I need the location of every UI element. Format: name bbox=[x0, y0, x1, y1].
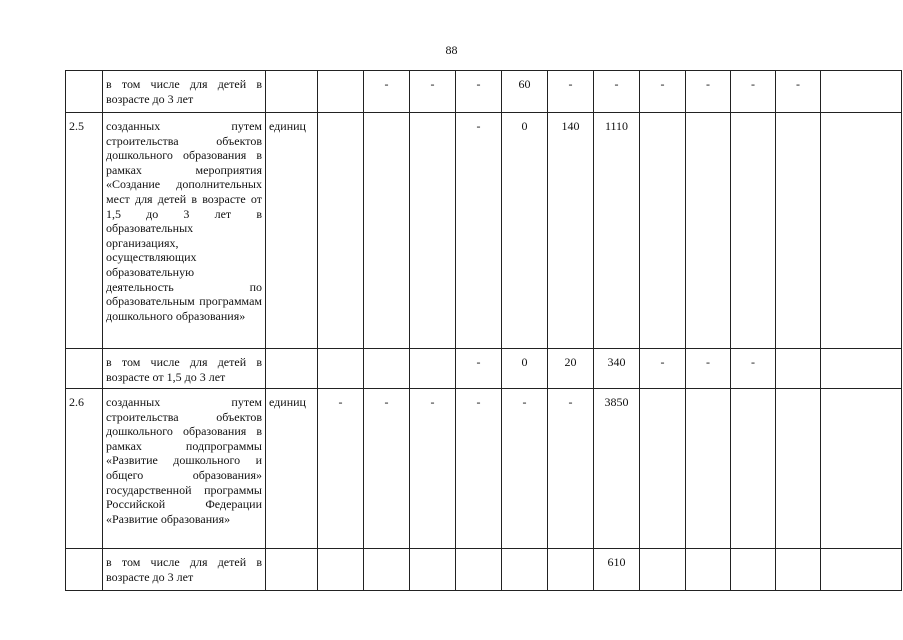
value-cell: 0 bbox=[502, 113, 548, 349]
value-cell: - bbox=[318, 389, 364, 549]
value-cell bbox=[410, 113, 456, 349]
value-cell bbox=[318, 349, 364, 389]
indicator-text: созданных путем строительства объектов дошкольного образования в рамках мероприятия «Создание дополнительных мест для детей в возрасте от 1,5 до 3 лет в образовательных организациях, осуществляющих образовательную деятельность по образовательным программам дошкольного образования» bbox=[103, 113, 266, 349]
value-cell: - bbox=[456, 349, 502, 389]
value-cell bbox=[776, 389, 821, 549]
row-number: 2.5 bbox=[66, 113, 103, 349]
value-cell: - bbox=[456, 71, 502, 113]
value-cell bbox=[686, 549, 731, 591]
value-cell: 0 bbox=[502, 349, 548, 389]
value-cell: - bbox=[456, 113, 502, 349]
value-cell bbox=[821, 113, 902, 349]
value-cell: - bbox=[456, 389, 502, 549]
value-cell bbox=[686, 389, 731, 549]
page-number: 88 bbox=[445, 43, 458, 57]
value-cell bbox=[640, 549, 686, 591]
value-cell: - bbox=[594, 71, 640, 113]
value-cell bbox=[318, 549, 364, 591]
value-cell bbox=[731, 549, 776, 591]
value-cell bbox=[776, 349, 821, 389]
table-row bbox=[66, 113, 902, 349]
value-cell: - bbox=[364, 389, 410, 549]
unit-cell bbox=[266, 71, 318, 113]
value-cell bbox=[548, 549, 594, 591]
value-cell bbox=[410, 549, 456, 591]
value-cell bbox=[821, 349, 902, 389]
value-cell: 610 bbox=[594, 549, 640, 591]
unit-cell bbox=[266, 349, 318, 389]
value-cell: 340 bbox=[594, 349, 640, 389]
value-cell: - bbox=[686, 71, 731, 113]
table-row bbox=[66, 71, 902, 113]
value-cell: - bbox=[731, 349, 776, 389]
value-cell bbox=[731, 113, 776, 349]
value-cell: - bbox=[686, 349, 731, 389]
value-cell: - bbox=[548, 389, 594, 549]
value-cell: 3850 bbox=[594, 389, 640, 549]
value-cell bbox=[686, 113, 731, 349]
value-cell: - bbox=[640, 71, 686, 113]
unit-cell bbox=[266, 549, 318, 591]
value-cell bbox=[821, 71, 902, 113]
row-number bbox=[66, 71, 103, 113]
value-cell: - bbox=[776, 71, 821, 113]
value-cell: - bbox=[364, 71, 410, 113]
value-cell bbox=[364, 549, 410, 591]
value-cell bbox=[410, 349, 456, 389]
value-cell bbox=[364, 349, 410, 389]
value-cell bbox=[456, 549, 502, 591]
table-row bbox=[66, 549, 902, 591]
value-cell bbox=[364, 113, 410, 349]
value-cell bbox=[502, 549, 548, 591]
value-cell: 1110 bbox=[594, 113, 640, 349]
value-cell: - bbox=[731, 71, 776, 113]
value-cell: - bbox=[410, 389, 456, 549]
value-cell bbox=[640, 389, 686, 549]
row-number bbox=[66, 349, 103, 389]
indicator-text: в том числе для детей в возрасте до 3 лет bbox=[103, 71, 266, 113]
unit-cell: единиц bbox=[266, 113, 318, 349]
value-cell bbox=[318, 71, 364, 113]
value-cell bbox=[821, 549, 902, 591]
value-cell bbox=[731, 389, 776, 549]
indicator-text: в том числе для детей в возрасте от 1,5 до 3 лет bbox=[103, 349, 266, 389]
unit-cell: единиц bbox=[266, 389, 318, 549]
value-cell bbox=[776, 549, 821, 591]
indicator-table bbox=[65, 70, 902, 591]
value-cell: - bbox=[410, 71, 456, 113]
value-cell bbox=[821, 389, 902, 549]
value-cell: - bbox=[640, 349, 686, 389]
row-number: 2.6 bbox=[66, 389, 103, 549]
table-row bbox=[66, 349, 902, 389]
table-row bbox=[66, 389, 902, 549]
value-cell bbox=[318, 113, 364, 349]
value-cell bbox=[640, 113, 686, 349]
value-cell: 140 bbox=[548, 113, 594, 349]
value-cell: 20 bbox=[548, 349, 594, 389]
value-cell: - bbox=[548, 71, 594, 113]
value-cell: - bbox=[502, 389, 548, 549]
indicator-text: в том числе для детей в возрасте до 3 лет bbox=[103, 549, 266, 591]
row-number bbox=[66, 549, 103, 591]
value-cell: 60 bbox=[502, 71, 548, 113]
indicator-text: созданных путем строительства объектов дошкольного образования в рамках подпрограммы «Развитие дошкольного и общего образования» государственной программы Российской Федерации «Развитие образования» bbox=[103, 389, 266, 549]
value-cell bbox=[776, 113, 821, 349]
